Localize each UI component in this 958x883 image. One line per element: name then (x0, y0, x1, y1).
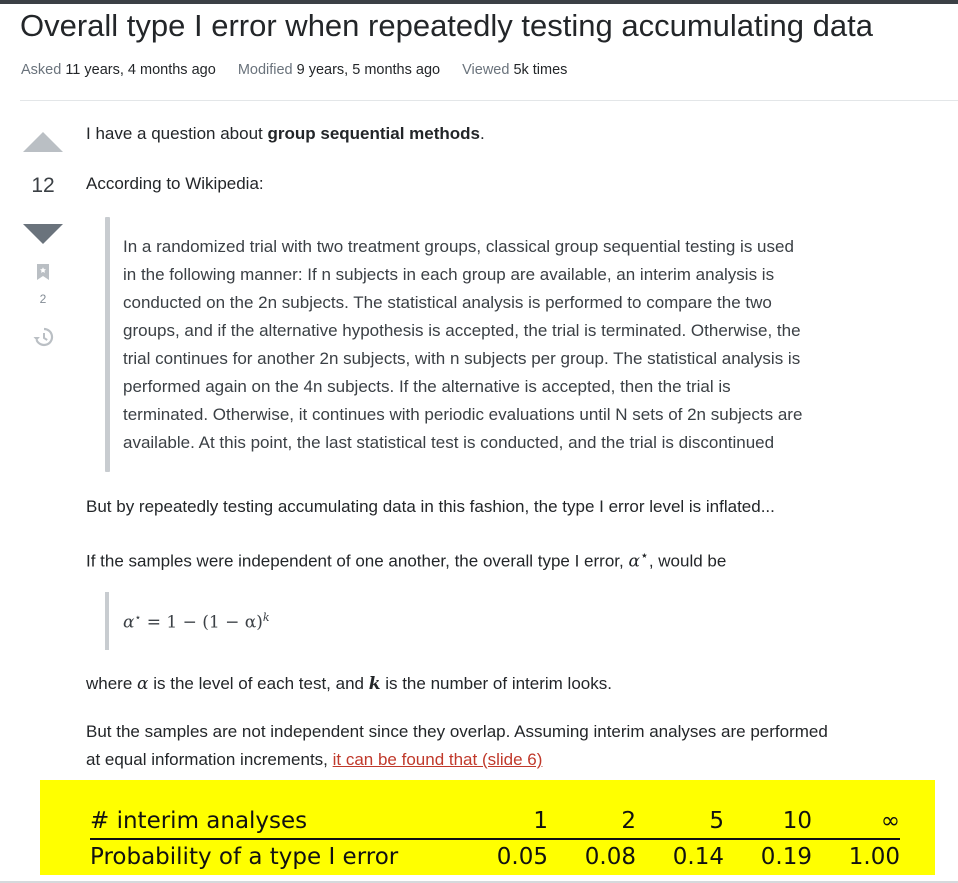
overlap-text: at equal information increments, (86, 750, 333, 769)
quote-line: trial continues for another 2n subjects, with n subjects per group. The statistical analysis is (123, 349, 801, 368)
table-cell: 0.19 (760, 843, 812, 870)
history-icon[interactable] (32, 326, 54, 348)
title-divider (20, 100, 958, 101)
table-row-label: Probability of a type I error (90, 843, 399, 870)
blockquote-bar (105, 217, 110, 472)
intro-bold-term: group sequential methods (267, 124, 481, 143)
bookmark-count: 2 (39, 292, 47, 306)
where-text: where (86, 674, 138, 693)
where-mid: is the level of each test, and (148, 674, 369, 693)
star-superscript: ⋆ (639, 548, 649, 564)
paragraph-wikipedia: According to Wikipedia: (86, 174, 264, 193)
viewed-label: Viewed (462, 62, 510, 78)
table-cell: 0.05 (496, 843, 548, 870)
table-cell: 0.08 (584, 843, 636, 870)
paragraph-overlap-line2 (86, 746, 542, 774)
equation (123, 604, 270, 637)
meta-viewed (462, 62, 567, 78)
vote-count: 12 (31, 174, 55, 197)
alpha-symbol: α (137, 674, 149, 694)
asked-value[interactable]: 11 years, 4 months ago (65, 62, 216, 78)
viewed-value: 5k times (513, 62, 568, 78)
quote-line: terminated. Otherwise, it continues with periodic evaluations until N sets of 2n subjects are (123, 405, 803, 424)
alpha-star-symbol: α (628, 551, 640, 572)
quote-line: groups, and if the alternative hypothesis is accepted, the trial is terminated. Otherwise, the (123, 321, 801, 340)
independent-text: If the samples were independent of one another, the overall type I error, (86, 551, 629, 571)
independent-tail: , would be (648, 551, 727, 571)
downvote-button[interactable] (23, 224, 63, 244)
paragraph-independent (86, 542, 726, 576)
error-table (90, 804, 900, 874)
table-header-cell: 10 (782, 808, 812, 834)
quote-line: conducted on the 2n subjects. The statistical analysis is performed to compare the two (123, 293, 772, 312)
where-tail: is the number of interim looks. (380, 674, 612, 693)
equation-bar (105, 592, 109, 650)
modified-value[interactable]: 9 years, 5 months ago (296, 62, 441, 78)
modified-label: Modified (237, 62, 293, 78)
table-header-cell: ∞ (880, 808, 900, 834)
equation-lhs-sup: ⋆ (134, 611, 142, 624)
table-cell: 1.00 (848, 843, 900, 870)
equation-rhs: = 1 − (1 − α) (141, 612, 263, 633)
meta-asked (21, 62, 220, 78)
quote-line: in the following manner: If n subjects in each group are available, an interim analysis is (123, 265, 775, 284)
blockquote (123, 233, 903, 457)
meta-modified (238, 62, 444, 78)
table-header-cell: 1 (533, 808, 548, 834)
intro-period: . (480, 124, 485, 143)
slide-link[interactable]: it can be found that (slide 6) (332, 750, 543, 769)
question-meta (21, 60, 585, 80)
paragraph-intro (86, 120, 485, 148)
upvote-button[interactable] (23, 132, 63, 152)
quote-line: available. At this point, the last statistical test is conducted, and the trial is discontinued (123, 433, 775, 452)
paragraph-overlap-line1: But the samples are not independent since they overlap. Assuming interim analyses are performed (86, 722, 828, 741)
intro-text: I have a question about (86, 124, 268, 143)
table-header-cell: 2 (621, 808, 636, 834)
asked-label: Asked (21, 62, 62, 78)
bookmark-icon[interactable] (35, 263, 51, 281)
quote-line: In a randomized trial with two treatment groups, classical group sequential testing is used (123, 237, 794, 256)
k-symbol: k (368, 674, 381, 694)
error-table-image (40, 780, 935, 875)
top-bar (0, 0, 958, 4)
question-title[interactable]: Overall type I error when repeatedly testing accumulating data (20, 8, 873, 43)
paragraph-inflated: But by repeatedly testing accumulating data in this fashion, the type I error level is inflated... (86, 497, 775, 516)
paragraph-where (86, 670, 612, 698)
quote-line: performed again on the 4n subjects. If the alternative is accepted, then the trial is (123, 377, 731, 396)
table-header-label: # interim analyses (90, 808, 308, 834)
table-cell: 0.14 (672, 843, 724, 870)
equation-exponent: k (262, 611, 270, 624)
equation-lhs: α (123, 612, 135, 633)
table-header-cell: 5 (709, 808, 724, 834)
